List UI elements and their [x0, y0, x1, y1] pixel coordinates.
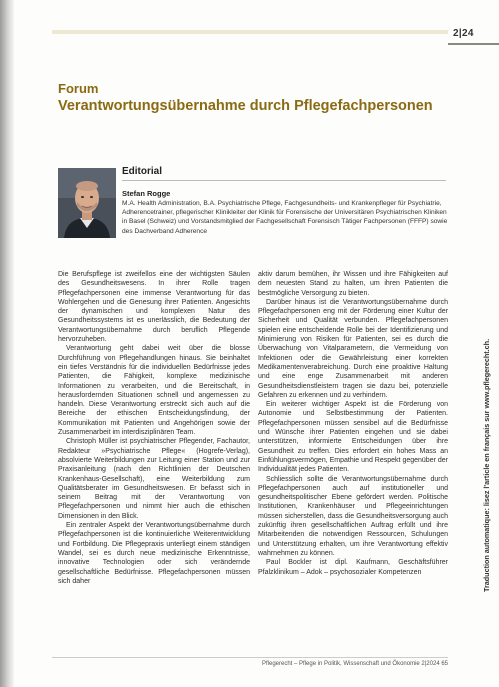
editorial-label: Editorial — [122, 166, 163, 177]
body-column-left — [58, 270, 250, 586]
section-label: Forum — [58, 81, 99, 96]
page-binding-shadow — [0, 0, 14, 687]
translation-note — [470, 150, 491, 592]
article-title: Verantwortungsübernahme durch Pflegefachpersonen — [58, 98, 433, 114]
author-bio: M.A. Health Administration, B.A. Psychiatrische Pflege, Fachgesundheits- und Krankenpfleger für Psychiatrie, Adherencetrainer, pflegerischer Klinikleiter der Klinik für Forensische der Universitären Psychiatrischen Kliniken in Basel (Schweiz) und Vorstandsmitglied der Fachgesellschaft Forensisch Tätiger Fachpersonen (FFFP) sowie des Dachverband Adherence — [122, 200, 448, 235]
paragraph: aktiv darum bemühen, ihr Wissen und ihre Fähigkeiten auf dem neuesten Stand zu halten, um ihren Patienten die bestmögliche Versorgung zu bieten. — [258, 271, 448, 297]
author-portrait-image — [58, 168, 116, 238]
translation-note-text: Traduction automatique: lisez l'article en français sur www.pflegerecht.ch. — [482, 338, 491, 592]
paragraph: Christoph Müller ist psychiatrischer Pflegender, Fachautor, Redakteur »Psychiatrische Pflege« (Hogrefe-Verlag), absolvierte Weiterbildungen zur Leitung einer Station und zur Praxisanleitung (nach den Richtlinien der Deutschen Krankenhaus-Gesellschaft), eine Weiterbildung zum Qualitätsberater im Gesundheitswesen. Er befasst sich in seinem Beitrag mit der Verantwortung von Pflegefachpersonen und nimmt hier auch die ethischen Dimensionen in den Blick. — [58, 438, 250, 520]
paragraph: Darüber hinaus ist die Verantwortungsübernahme durch Pflegefachpersonen eng mit der Förderung einer Kultur der Sicherheit und Qualität verbunden. Pflegefachpersonen spielen eine entscheidende Rolle bei der Identifizierung und Minimierung von Risiken für Patienten, sei es durch die Überwachung von Vitalparametern, die Vermeidung von Infektionen oder die Gewährleistung einer korrekten Medikamentenverabreichung. Durch eine proaktive Haltung und eine enge Zusammenarbeit mit anderen Gesundheitsdienstleistern tragen sie dazu bei, potenzielle Gefahren zu erkennen und zu verhindern. — [258, 298, 448, 399]
paragraph: Schliesslich sollte die Verantwortungsübernahme durch Pflegefachpersonen auch auf institutioneller und gesundheitspolitischer Ebene gefördert werden. Politische Institutionen, Krankenhäuser und Pflegeeinrichtungen müssen sicherstellen, dass die Gesundheitsversorgung auch zukünftig ihren gesellschaftlichen Auftrag erfüllt und ihre Mitarbeitenden die notwendigen Ressourcen, Schulungen und Unterstützung erhalten, um ihre Verantwortung effektiv wahrnehmen zu können. — [258, 475, 448, 557]
footer-divider — [52, 657, 448, 658]
page-footer: Pflegerecht – Pflege in Politik, Wissenschaft und Ökonomie 2|2024 65 — [262, 661, 448, 667]
editorial-divider — [122, 180, 446, 181]
body-column-right — [258, 270, 448, 577]
paragraph: Verantwortung geht dabei weit über die blosse Durchführung von Pflegehandlungen hinaus. Sie beinhaltet ein tiefes Verständnis für die individuellen Bedürfnisse jedes Patienten, die Fähigkeit, komplexe medizinische Informationen zu verarbeiten, und die Bereitschaft, in herausfordernden Situationen schnell und angemessen zu handeln. Diese Verantwortung erstreckt sich auch auf die Bereiche der ethischen Entscheidungsfindung, der Kommunikation mit Patienten und Angehörigen sowie der Zusammenarbeit im interdisziplinären Team. — [58, 345, 250, 437]
issue-rule — [448, 43, 499, 45]
header-band — [52, 30, 448, 34]
paragraph: Ein weiterer wichtiger Aspekt ist die Förderung von Autonomie und Selbstbestimmung der Patienten. Pflegefachpersonen müssen sensibel auf die Bedürfnisse und Wünsche ihrer Patienten eingehen und sie dabei unterstützen, informierte Entscheidungen über ihre Gesundheit zu treffen. Dies erfordert ein hohes Mass an Einfühlungsvermögen, Empathie und Respekt gegenüber der Individualität jedes Patienten. — [258, 401, 448, 474]
paragraph: Ein zentraler Aspekt der Verantwortungsübernahme durch Pflegefachpersonen ist die kontinuierliche Weiterentwicklung und Fortbildung. Die Pflegepraxis unterliegt einem ständigen Wandel, sei es durch neue medizinische Erkenntnisse, innovative Technologien oder sich verändernde gesellschaftliche Bedürfnisse. Pflegefachpersonen müssen sich daher — [58, 522, 250, 585]
paragraph: Paul Bockler ist dipl. Kaufmann, Geschäftsführer Pfalzklinikum – Adok – psychosozialer Kompetenzen — [258, 559, 448, 576]
issue-number: 2|24 — [453, 28, 474, 39]
author-photo — [58, 168, 116, 238]
paragraph: Die Berufspflege ist zweifellos eine der wichtigsten Säulen des Gesundheitswesens. In ihrer Rolle tragen Pflegefachpersonen eine immense Verantwortung für das Wohlergehen und die Genesung ihrer Patienten. Angesichts der dynamischen und komplexen Natur des Gesundheitssystems ist es unerlässlich, die Bedeutung der Verantwortungsübernahme durch beruflich Pflegende hervorzuheben. — [58, 271, 250, 344]
author-name: Stefan Rogge — [122, 189, 171, 198]
